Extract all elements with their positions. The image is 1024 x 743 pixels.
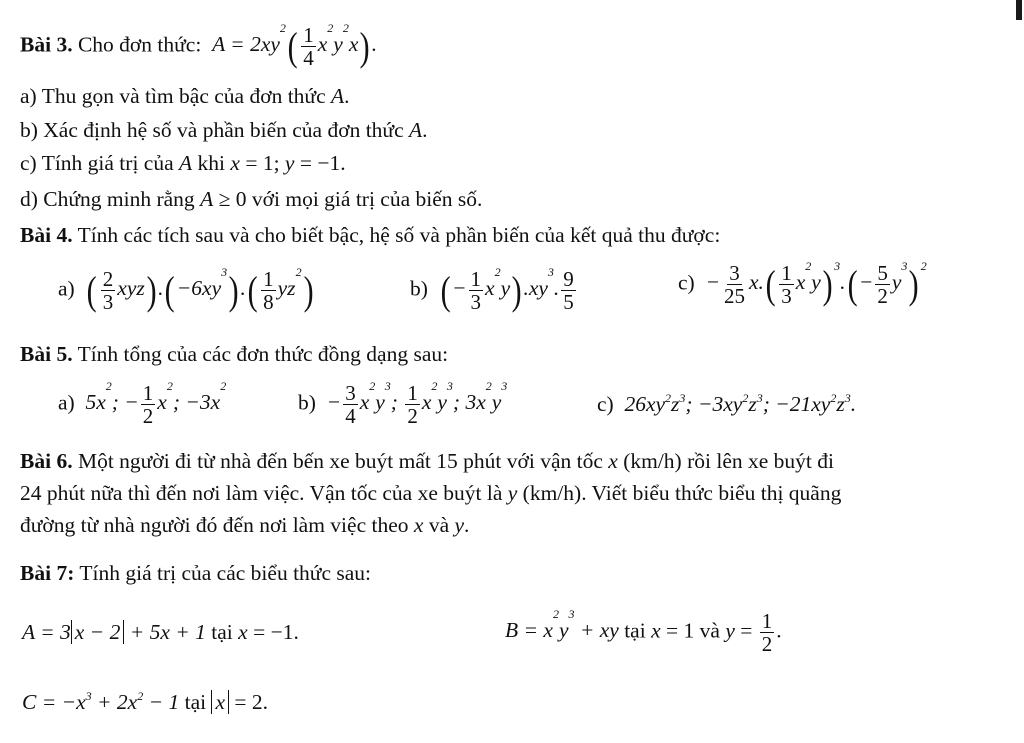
- bai3-part-c: c) Tính giá trị của A khi x = 1; y = −1.: [20, 151, 346, 175]
- bai5-b: b) − $\frac{3}{4}$ $x^2y^3$; $\frac{1}{2}$ $x^2y^3$; $3x^2y^3$: [298, 379, 508, 429]
- bai6-line3: đường từ nhà người đó đến nơi làm việc theo x và y.: [20, 513, 470, 537]
- bai5-header: [20, 344, 1014, 366]
- bai7-expr-a: A = 3 x − 2 + 5x + 1 tại x = −1.: [22, 620, 299, 644]
- bai6-line2: 24 phút nữa thì đến nơi làm việc. Vận tốc của xe buýt là y (km/h). Viết biểu thức biểu thị quãng: [20, 481, 842, 505]
- bai4-title: Bài 4.: [20, 223, 73, 247]
- bai7-expr-b: $B = x^2y^3$ + xy tại x = 1 và y = $\frac{1}{2}$ .: [505, 607, 782, 657]
- bai5-c: c) $26xy^2z^3$; $-3xy^2z^3$; $-21xy^2z^3$.: [597, 391, 857, 416]
- bai6-title: Bài 6.: [20, 449, 73, 473]
- bai4-text: Tính các tích sau và cho biết bậc, hệ số và phần biến của kết quả thu được:: [77, 223, 721, 247]
- bai4-a: a) ( $\frac{2}{3}$ $xyz).(-6xy^3)$.( $\frac{1}{8}$ $yz^2$): [58, 265, 314, 315]
- bai4-b: b) (− $\frac{1}{3}$ $x^2y).xy^3$. $\frac{9}{5}$: [410, 265, 574, 315]
- bai7-expr-c: $C = -x^3 + 2x^2 - 1$ tại x = 2.: [22, 689, 269, 714]
- page-edge-mark: [1016, 0, 1022, 20]
- bai3-header: [20, 21, 1014, 71]
- bai7-text: Tính giá trị của các biểu thức sau:: [79, 561, 371, 585]
- bai3-monomial: $A = 2xy^2$( $\frac{1}{4}$ $x^2y^2x$).: [206, 21, 378, 71]
- bai3-part-a: a) Thu gọn và tìm bậc của đơn thức A.: [20, 84, 350, 108]
- bai6-line1: Bài 6. Một người đi từ nhà đến bến xe buýt mất 15 phút với vận tốc x (km/h) rồi lên xe buýt đi: [20, 449, 834, 473]
- bai5-text: Tính tổng của các đơn thức đồng dạng sau:: [77, 342, 449, 366]
- bai3-part-b: b) Xác định hệ số và phần biến của đơn thức A.: [20, 118, 428, 142]
- bai3-part-d: d) Chứng minh rằng A ≥ 0 với mọi giá trị của biến số.: [20, 187, 483, 211]
- bai4-c: c) − $\frac{3}{25}$ x.( $\frac{1}{3}$ $x^2y$) $^3$.(− $\frac{5}{2}$ $y^3$) $^2$: [678, 259, 927, 309]
- bai5-title: Bài 5.: [20, 342, 73, 366]
- bai5-a: a) $5x^2$; − $\frac{1}{2}$ $x^2$; $-3x^2$: [58, 379, 227, 429]
- bai7-header: [20, 563, 1014, 585]
- bai7-title: Bài 7:: [20, 561, 75, 585]
- bai3-title: Bài 3.: [20, 32, 73, 57]
- bai3-intro: Cho đơn thức:: [77, 32, 202, 57]
- bai4-header: [20, 225, 1014, 247]
